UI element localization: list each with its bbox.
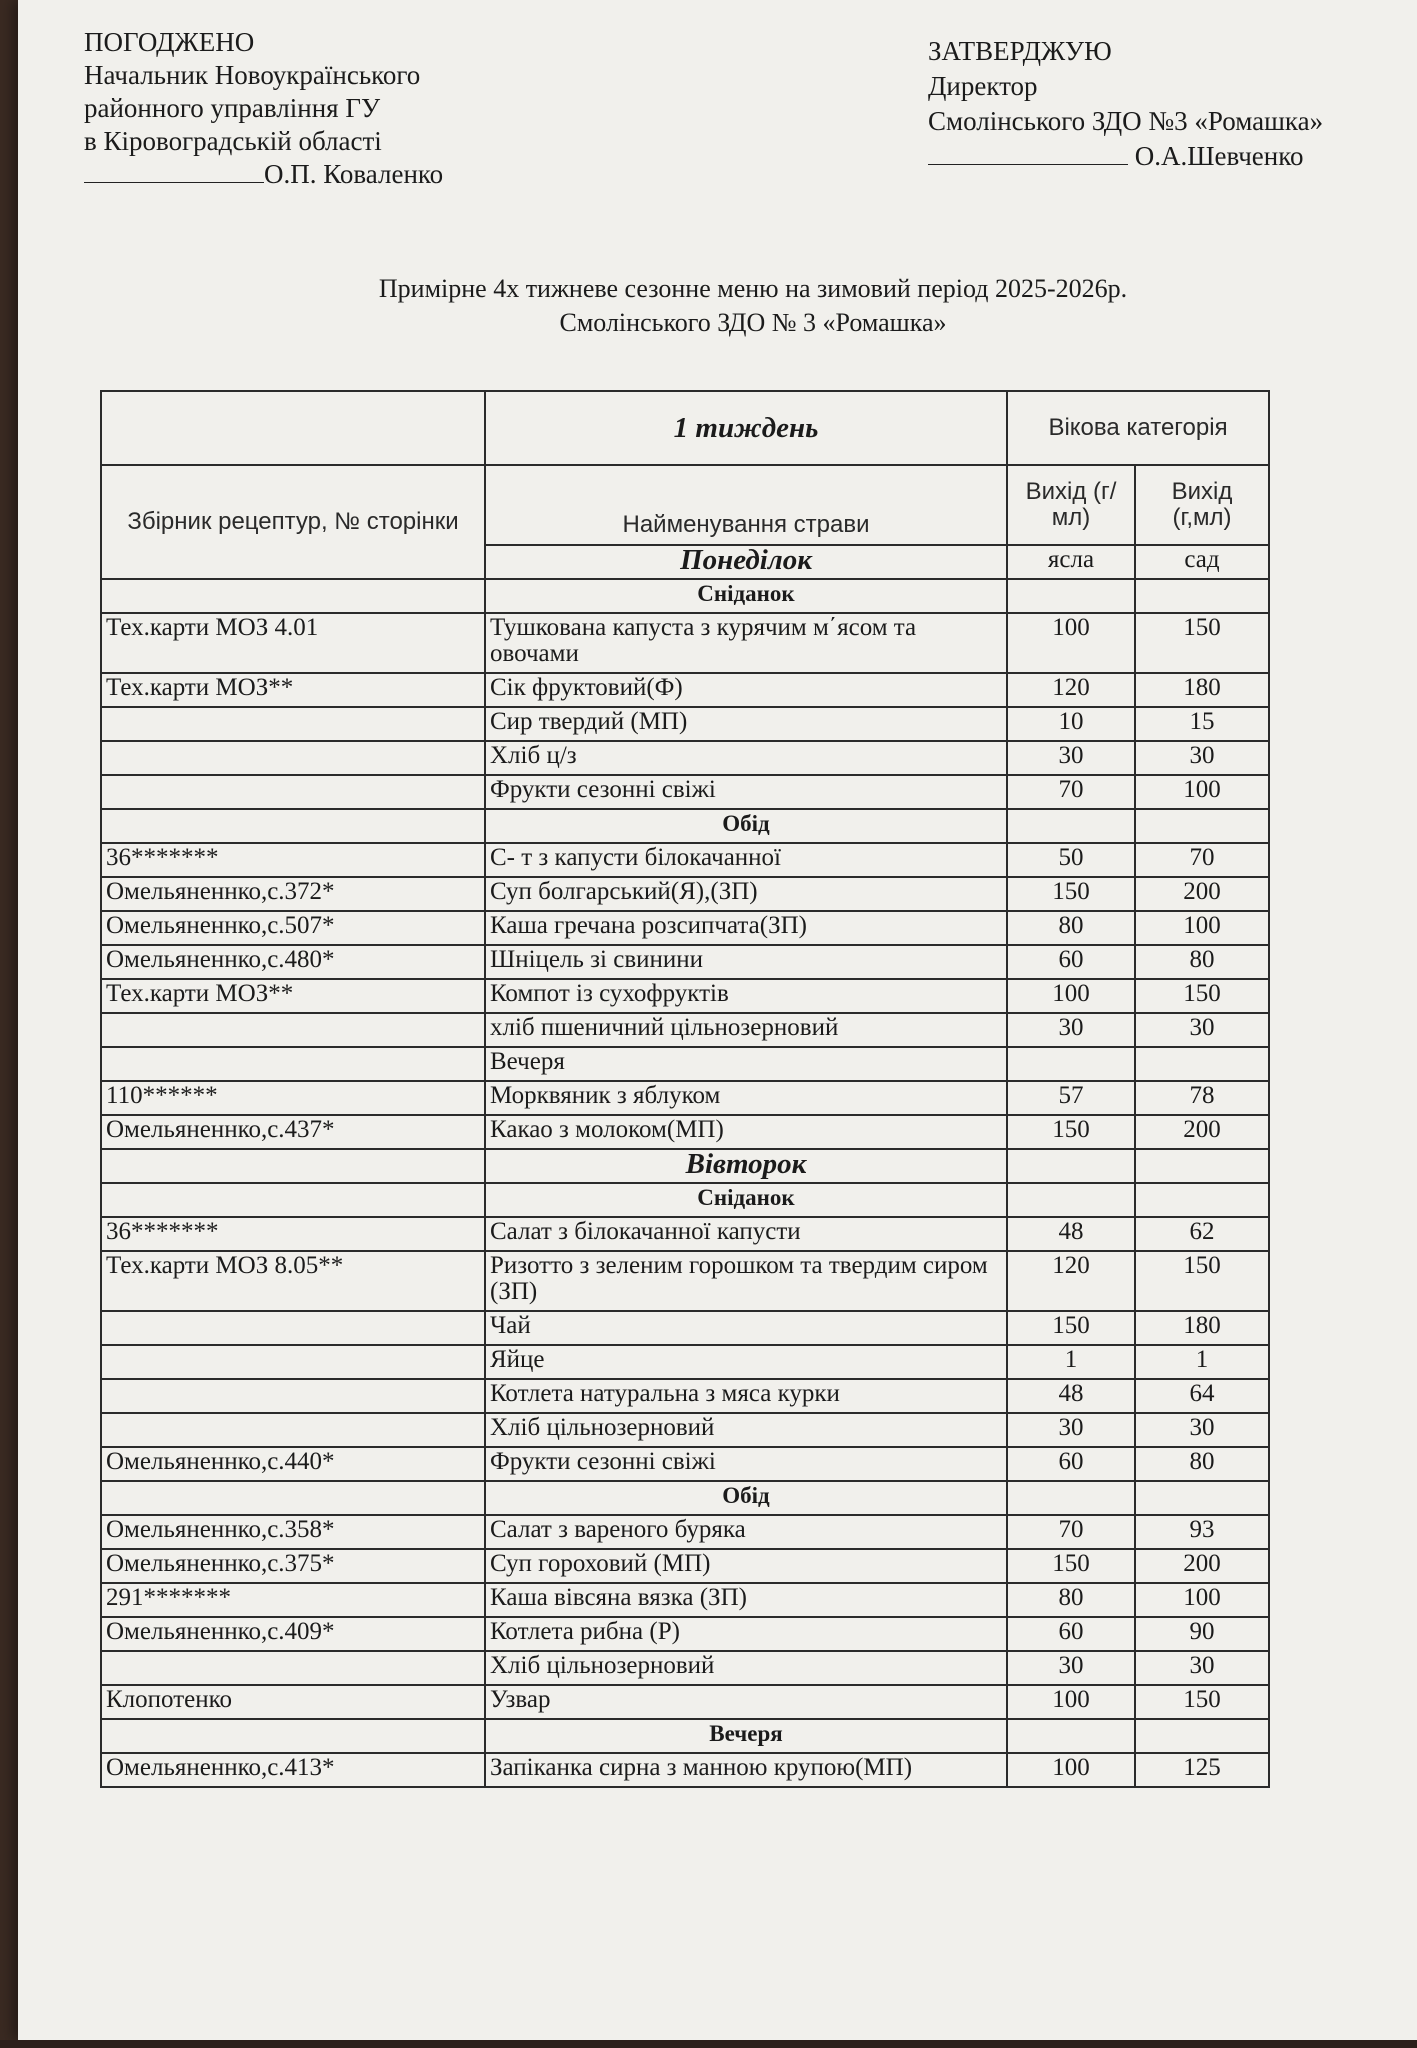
yield-kindergarten: 100 <box>1135 911 1269 945</box>
meal-empty-cell <box>1007 1719 1135 1753</box>
yield-header-nursery: Вихід (г/мл) <box>1007 465 1135 545</box>
yield-nursery: 30 <box>1007 1013 1135 1047</box>
dish-name: Яйце <box>485 1345 1007 1379</box>
table-row <box>101 1753 1269 1787</box>
header-empty-cell <box>101 391 485 465</box>
menu-table <box>100 390 1270 1788</box>
table-row <box>101 1311 1269 1345</box>
yield-nursery: 100 <box>1007 1753 1135 1787</box>
table-row <box>101 1251 1269 1311</box>
dish-name: хліб пшеничний цільнозерновий <box>485 1013 1007 1047</box>
dish-name: Каша вівсяна вязка (ЗП) <box>485 1583 1007 1617</box>
title-line-2: Смолінського ЗДО № 3 «Ромашка» <box>559 308 947 337</box>
recipe-source: Тех.карти МОЗ** <box>101 979 485 1013</box>
director-name: О.А.Шевченко <box>1134 141 1304 171</box>
recipe-source <box>101 741 485 775</box>
yield-kindergarten: 200 <box>1135 1115 1269 1149</box>
dish-name: Запіканка сирна з манною крупою(МП) <box>485 1753 1007 1787</box>
recipe-source: Омельяненнко,с.507* <box>101 911 485 945</box>
yield-nursery: 80 <box>1007 911 1135 945</box>
approver-signature <box>84 158 504 191</box>
meal-label: Сніданок <box>485 579 1007 613</box>
table-row <box>101 707 1269 741</box>
dish-name: Морквяник з яблуком <box>485 1081 1007 1115</box>
day-empty-cell <box>101 1149 485 1183</box>
yield-nursery: 150 <box>1007 877 1135 911</box>
table-row <box>101 1549 1269 1583</box>
recipe-source: Омельяненнко,с.437* <box>101 1115 485 1149</box>
approver-name: О.П. Коваленко <box>264 159 444 189</box>
table-row <box>101 673 1269 707</box>
yield-nursery: 70 <box>1007 775 1135 809</box>
dish-name: Тушкована капуста з курячим м΄ясом та овочами <box>485 613 1007 673</box>
yield-nursery: 60 <box>1007 1617 1135 1651</box>
dish-name: Фрукти сезонні свіжі <box>485 775 1007 809</box>
yield-kindergarten: 30 <box>1135 1651 1269 1685</box>
group-label-nursery: ясла <box>1007 545 1135 579</box>
meal-empty-cell <box>101 809 485 843</box>
signature-line <box>928 140 1128 165</box>
group-label-nursery <box>1007 1149 1135 1183</box>
yield-nursery: 100 <box>1007 1685 1135 1719</box>
dish-name: Суп гороховий (МП) <box>485 1549 1007 1583</box>
dish-name: Чай <box>485 1311 1007 1345</box>
yield-kindergarten: 70 <box>1135 843 1269 877</box>
dish-column-header: Найменування страви <box>485 465 1007 545</box>
meal-empty-cell <box>101 1481 485 1515</box>
dish-name: Хліб цільнозерновий <box>485 1413 1007 1447</box>
table-row <box>101 1081 1269 1115</box>
meal-row <box>101 1183 1269 1217</box>
meal-empty-cell <box>1135 1481 1269 1515</box>
recipe-source: Омельяненнко,с.372* <box>101 877 485 911</box>
yield-nursery: 120 <box>1007 1251 1135 1311</box>
meal-label: Обід <box>485 1481 1007 1515</box>
yield-nursery: 50 <box>1007 843 1135 877</box>
dish-name: Вечеря <box>485 1047 1007 1081</box>
dish-name: Котлета рибна (Р) <box>485 1617 1007 1651</box>
recipe-source <box>101 1651 485 1685</box>
meal-label: Вечеря <box>485 1719 1007 1753</box>
meal-empty-cell <box>1007 1183 1135 1217</box>
dish-name: Суп болгарський(Я),(ЗП) <box>485 877 1007 911</box>
meal-row <box>101 1719 1269 1753</box>
table-header-row-1 <box>101 391 1269 465</box>
table-row <box>101 1217 1269 1251</box>
recipe-source: Омельяненнко,с.480* <box>101 945 485 979</box>
yield-kindergarten: 15 <box>1135 707 1269 741</box>
recipe-source <box>101 1013 485 1047</box>
meal-empty-cell <box>1007 809 1135 843</box>
background-edge <box>0 2040 1417 2048</box>
yield-nursery: 100 <box>1007 613 1135 673</box>
table-row <box>101 843 1269 877</box>
recipe-source <box>101 707 485 741</box>
table-row <box>101 613 1269 673</box>
approval-block-right <box>928 34 1398 174</box>
yield-nursery: 120 <box>1007 673 1135 707</box>
yield-nursery: 30 <box>1007 1651 1135 1685</box>
week-label: 1 тиждень <box>485 391 1007 465</box>
recipe-source: Тех.карти МОЗ 8.05** <box>101 1251 485 1311</box>
table-row <box>101 1013 1269 1047</box>
table-row <box>101 775 1269 809</box>
dish-name: Салат з вареного буряка <box>485 1515 1007 1549</box>
recipe-source: 36******* <box>101 843 485 877</box>
dish-name: Каша гречана розсипчата(ЗП) <box>485 911 1007 945</box>
yield-kindergarten: 150 <box>1135 1251 1269 1311</box>
yield-header-kindergarten: Вихід (г,мл) <box>1135 465 1269 545</box>
day-row <box>101 1149 1269 1183</box>
yield-kindergarten: 150 <box>1135 1685 1269 1719</box>
table-row <box>101 1413 1269 1447</box>
yield-kindergarten: 200 <box>1135 1549 1269 1583</box>
table-header-row-2 <box>101 465 1269 545</box>
recipe-source: Омельяненнко,с.413* <box>101 1753 485 1787</box>
yield-kindergarten: 80 <box>1135 945 1269 979</box>
yield-kindergarten: 93 <box>1135 1515 1269 1549</box>
yield-kindergarten: 180 <box>1135 1311 1269 1345</box>
yield-nursery: 60 <box>1007 1447 1135 1481</box>
dish-name: Узвар <box>485 1685 1007 1719</box>
source-column-header: Збірник рецептур, № сторінки <box>101 465 485 579</box>
yield-kindergarten: 90 <box>1135 1617 1269 1651</box>
recipe-source <box>101 1311 485 1345</box>
recipe-source: 291******* <box>101 1583 485 1617</box>
recipe-source <box>101 1379 485 1413</box>
yield-nursery: 1 <box>1007 1345 1135 1379</box>
meal-empty-cell <box>101 579 485 613</box>
dish-name: Фрукти сезонні свіжі <box>485 1447 1007 1481</box>
meal-empty-cell <box>1135 579 1269 613</box>
yield-nursery: 10 <box>1007 707 1135 741</box>
meal-empty-cell <box>101 1719 485 1753</box>
yield-nursery: 60 <box>1007 945 1135 979</box>
group-label-kindergarten: сад <box>1135 545 1269 579</box>
yield-nursery: 57 <box>1007 1081 1135 1115</box>
table-row <box>101 1515 1269 1549</box>
dish-name: С- т з капусти білокачанної <box>485 843 1007 877</box>
table-row <box>101 1651 1269 1685</box>
yield-nursery: 48 <box>1007 1379 1135 1413</box>
document-page <box>18 0 1417 2040</box>
recipe-source: Омельяненнко,с.375* <box>101 1549 485 1583</box>
table-row <box>101 1685 1269 1719</box>
yield-kindergarten: 1 <box>1135 1345 1269 1379</box>
yield-nursery: 30 <box>1007 741 1135 775</box>
group-label-kindergarten <box>1135 1149 1269 1183</box>
table-row <box>101 741 1269 775</box>
yield-kindergarten <box>1135 1047 1269 1081</box>
yield-kindergarten: 78 <box>1135 1081 1269 1115</box>
yield-kindergarten: 180 <box>1135 673 1269 707</box>
meal-empty-cell <box>1135 809 1269 843</box>
meal-empty-cell <box>1007 579 1135 613</box>
yield-kindergarten: 64 <box>1135 1379 1269 1413</box>
yield-nursery: 30 <box>1007 1413 1135 1447</box>
recipe-source <box>101 1413 485 1447</box>
yield-kindergarten: 150 <box>1135 613 1269 673</box>
approved-label: ПОГОДЖЕНО <box>84 27 255 57</box>
table-row <box>101 1115 1269 1149</box>
day-label: Вівторок <box>485 1149 1007 1183</box>
yield-kindergarten: 30 <box>1135 1013 1269 1047</box>
yield-kindergarten: 125 <box>1135 1753 1269 1787</box>
meal-empty-cell <box>1135 1719 1269 1753</box>
recipe-source: Тех.карти МОЗ 4.01 <box>101 613 485 673</box>
recipe-source: Клопотенко <box>101 1685 485 1719</box>
recipe-source: Омельяненнко,с.358* <box>101 1515 485 1549</box>
meal-label: Сніданок <box>485 1183 1007 1217</box>
confirm-label: ЗАТВЕРДЖУЮ <box>928 36 1112 66</box>
meal-empty-cell <box>1007 1481 1135 1515</box>
recipe-source: Тех.карти МОЗ** <box>101 673 485 707</box>
yield-nursery <box>1007 1047 1135 1081</box>
table-row <box>101 979 1269 1013</box>
table-row <box>101 1047 1269 1081</box>
approver-region: в Кіровоградській області <box>84 126 382 156</box>
yield-kindergarten: 30 <box>1135 1413 1269 1447</box>
recipe-source <box>101 775 485 809</box>
yield-nursery: 150 <box>1007 1115 1135 1149</box>
yield-kindergarten: 100 <box>1135 775 1269 809</box>
age-category-header: Вікова категорія <box>1007 391 1269 465</box>
meal-row <box>101 1481 1269 1515</box>
table-row <box>101 945 1269 979</box>
director-signature <box>928 139 1398 174</box>
institution-name: Смолінського ЗДО №3 «Ромашка» <box>928 106 1324 136</box>
dish-name: Компот із сухофруктів <box>485 979 1007 1013</box>
recipe-source: 36******* <box>101 1217 485 1251</box>
yield-kindergarten: 150 <box>1135 979 1269 1013</box>
yield-kindergarten: 62 <box>1135 1217 1269 1251</box>
meal-empty-cell <box>1135 1183 1269 1217</box>
meal-row <box>101 579 1269 613</box>
yield-nursery: 100 <box>1007 979 1135 1013</box>
meal-empty-cell <box>101 1183 485 1217</box>
approver-position: Начальник Новоукраїнського <box>84 60 421 90</box>
yield-nursery: 70 <box>1007 1515 1135 1549</box>
yield-nursery: 150 <box>1007 1311 1135 1345</box>
title-line-1: Примірне 4х тижневе сезонне меню на зимовий період 2025-2026р. <box>378 274 1128 303</box>
director-position: Директор <box>928 71 1038 101</box>
dish-name: Ризотто з зеленим горошком та твердим сиром (ЗП) <box>485 1251 1007 1311</box>
recipe-source <box>101 1345 485 1379</box>
table-row <box>101 1583 1269 1617</box>
table-row <box>101 1379 1269 1413</box>
yield-nursery: 80 <box>1007 1583 1135 1617</box>
yield-nursery: 48 <box>1007 1217 1135 1251</box>
yield-kindergarten: 30 <box>1135 741 1269 775</box>
table-row <box>101 877 1269 911</box>
recipe-source: 110****** <box>101 1081 485 1115</box>
dish-name: Сир твердий (МП) <box>485 707 1007 741</box>
approval-block-left <box>84 26 504 191</box>
signature-line <box>84 158 264 183</box>
table-row <box>101 1447 1269 1481</box>
dish-name: Сік фруктовий(Ф) <box>485 673 1007 707</box>
meal-label: Обід <box>485 809 1007 843</box>
dish-name: Какао з молоком(МП) <box>485 1115 1007 1149</box>
yield-kindergarten: 100 <box>1135 1583 1269 1617</box>
meal-row <box>101 809 1269 843</box>
yield-kindergarten: 200 <box>1135 877 1269 911</box>
recipe-source: Омельяненнко,с.440* <box>101 1447 485 1481</box>
dish-name: Котлета натуральна з мяса курки <box>485 1379 1007 1413</box>
dish-name: Салат з білокачанної капусти <box>485 1217 1007 1251</box>
yield-kindergarten: 80 <box>1135 1447 1269 1481</box>
table-row <box>101 1345 1269 1379</box>
day-label: Понеділок <box>485 545 1007 579</box>
dish-name: Шніцель зі свинини <box>485 945 1007 979</box>
table-row <box>101 1617 1269 1651</box>
approver-department: районного управління ГУ <box>84 93 381 123</box>
yield-nursery: 150 <box>1007 1549 1135 1583</box>
recipe-source: Омельяненнко,с.409* <box>101 1617 485 1651</box>
dish-name: Хліб цільнозерновий <box>485 1651 1007 1685</box>
recipe-source <box>101 1047 485 1081</box>
document-title <box>248 272 1258 340</box>
table-row <box>101 911 1269 945</box>
dish-name: Хліб ц/з <box>485 741 1007 775</box>
